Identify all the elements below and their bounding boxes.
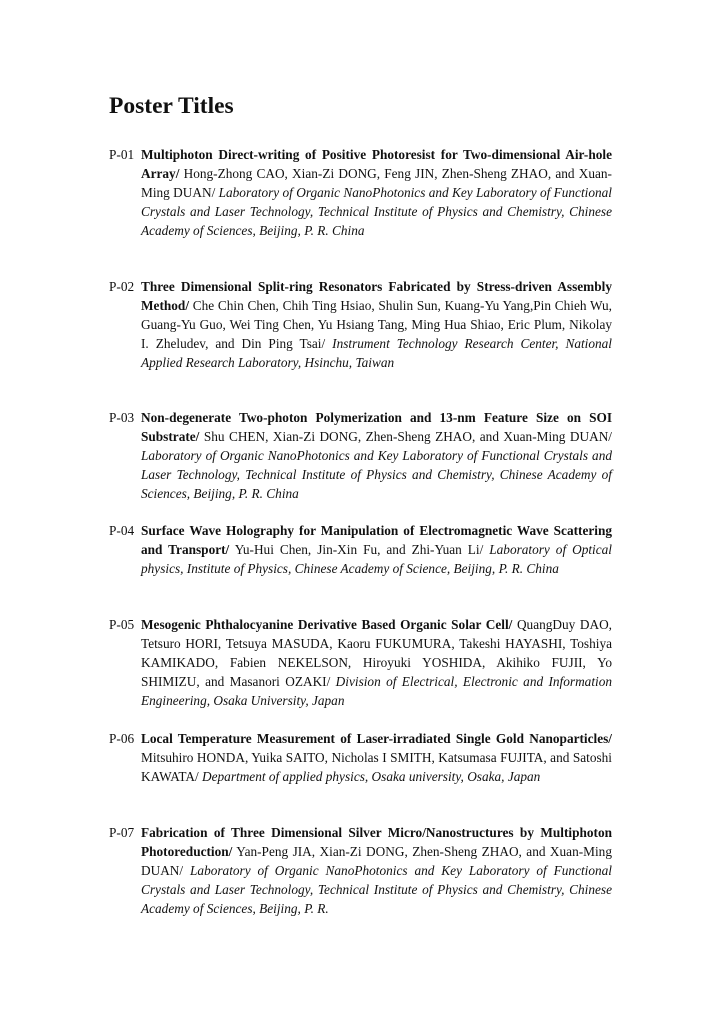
poster-title: Three Dimensional Split-ring Resonators Fabricated by Stress-driven Assembly Method/ [141, 279, 612, 313]
poster-body [141, 824, 612, 919]
poster-entry [109, 730, 612, 787]
poster-list [109, 146, 613, 916]
poster-title: Local Temperature Measurement of Laser-irradiated Single Gold Nanoparticles/ [141, 731, 612, 746]
poster-entry [109, 824, 612, 919]
poster-authors: Che Chin Chen, Chih Ting Hsiao, Shulin Sun, Kuang-Yu Yang,Pin Chieh Wu, Guang-Yu Guo, Wei Ting Chen, Yu Hsiang Tang, Ming Hua Shiao, Eric Plum, Nikolay I. Zheludev, and Din Ping Tsai/ [141, 297, 612, 351]
poster-body [141, 616, 612, 711]
poster-affiliation: Instrument Technology Research Center, National Applied Research Laboratory, Hsinchu, Taiwan [141, 335, 613, 370]
poster-authors: Yu-Hui Chen, Jin-Xin Fu, and Zhi-Yuan Li/ [234, 541, 484, 557]
poster-body [141, 730, 612, 787]
poster-title: Fabrication of Three Dimensional Silver Micro/Nanostructures by Multiphoton Photoreduction/ [141, 825, 612, 859]
poster-affiliation: Division of Electrical, Electronic and Information Engineering, Osaka University, Japan [141, 673, 613, 708]
poster-entry [109, 278, 612, 373]
poster-title: Multiphoton Direct-writing of Positive Photoresist for Two-dimensional Air-hole Array/ [141, 147, 612, 181]
poster-title: Surface Wave Holography for Manipulation of Electromagnetic Wave Scattering and Transport/ [141, 523, 612, 557]
poster-body [141, 409, 612, 504]
poster-code: P-05 [109, 617, 135, 632]
poster-body [141, 522, 612, 579]
poster-affiliation: Laboratory of Organic NanoPhotonics and Key Laboratory of Functional Crystals and Laser Technology, Technical Institute of Physics and Chemistry, Chinese Academy of Sciences, Beijing, P. R. [141, 862, 612, 916]
poster-title: Non-degenerate Two-photon Polymerization and 13-nm Feature Size on SOI Substrate/ [141, 410, 612, 444]
poster-title: Mesogenic Phthalocyanine Derivative Based Organic Solar Cell/ [141, 617, 513, 632]
poster-authors: Shu CHEN, Xian-Zi DONG, Zhen-Sheng ZHAO, and Xuan-Ming DUAN/ [203, 428, 612, 444]
poster-code: P-03 [109, 410, 135, 425]
poster-authors: QuangDuy DAO, Tetsuro HORI, Tetsuya MASUDA, Kaoru FUKUMURA, Takeshi HAYASHI, Toshiya KAMIKADO, Fabien NEKELSON, Hiroyuki YOSHIDA, Akihiko FUJII, Yo SHIMIZU, and Masanori OZAKI/ [141, 617, 613, 689]
poster-affiliation: Laboratory of Optical physics, Institute of Physics, Chinese Academy of Science, Beijing, P. R. China [141, 541, 612, 576]
poster-authors: Mitsuhiro HONDA, Yuika SAITO, Nicholas I SMITH, Katsumasa FUJITA, and Satoshi KAWATA/ [141, 749, 612, 784]
poster-entry [109, 522, 612, 579]
poster-affiliation: Department of applied physics, Osaka university, Osaka, Japan [202, 768, 541, 784]
poster-code: P-06 [109, 731, 135, 746]
poster-entry [109, 409, 612, 504]
poster-entry [109, 616, 612, 711]
poster-authors: Hong-Zhong CAO, Xian-Zi DONG, Feng JIN, Zhen-Sheng ZHAO, and Xuan-Ming DUAN/ [141, 165, 612, 200]
poster-authors: Yan-Peng JIA, Xian-Zi DONG, Zhen-Sheng ZHAO, and Xuan-Ming DUAN/ [141, 843, 612, 878]
poster-affiliation: Laboratory of Organic NanoPhotonics and Key Laboratory of Functional Crystals and Laser Technology, Technical Institute of Physics and Chemistry, Chinese Academy of Sciences, Beijing, P. R. China [141, 447, 612, 501]
poster-code: P-07 [109, 825, 135, 840]
page-title: Poster Titles [109, 93, 234, 119]
poster-code: P-02 [109, 279, 135, 294]
poster-entry [109, 146, 612, 241]
poster-body [141, 146, 612, 241]
poster-code: P-04 [109, 523, 135, 538]
poster-affiliation: Laboratory of Organic NanoPhotonics and Key Laboratory of Functional Crystals and Laser Technology, Technical Institute of Physics and Chemistry, Chinese Academy of Sciences, Beijing, P. R. China [141, 184, 612, 238]
poster-body [141, 278, 612, 373]
poster-code: P-01 [109, 147, 135, 162]
